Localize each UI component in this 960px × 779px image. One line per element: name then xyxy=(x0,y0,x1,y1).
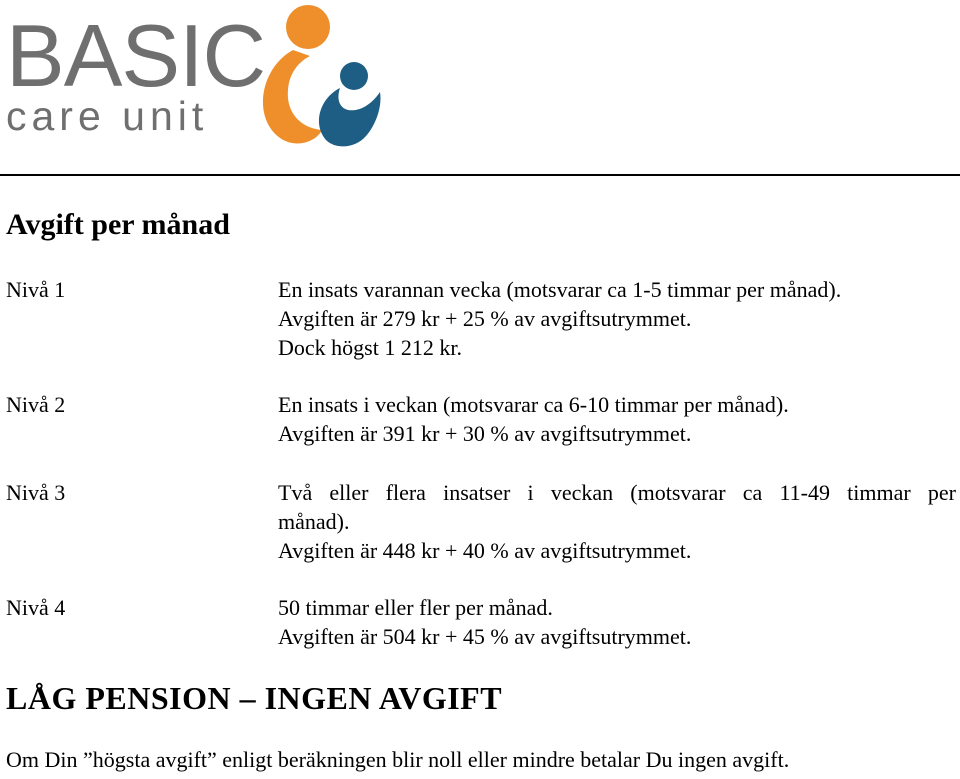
orange-figure-head xyxy=(286,5,330,49)
level-3-label: Nivå 3 xyxy=(6,480,66,505)
page-title: Avgift per månad xyxy=(6,208,230,241)
level-1-line-2: Avgiften är 279 kr + 25 % av avgiftsutrymmet. xyxy=(278,306,692,331)
logo-tagline: care unit xyxy=(6,93,209,139)
level-1-label: Nivå 1 xyxy=(6,277,66,302)
header-divider xyxy=(0,174,960,176)
orange-figure-body xyxy=(263,50,322,143)
care-figures-icon xyxy=(238,0,388,150)
level-3-line-1: Två eller flera insatser i veckan (motsvarar ca 11-49 timmar per xyxy=(278,480,956,505)
level-3-description xyxy=(278,478,956,565)
level-3-line-2: månad). xyxy=(278,509,350,534)
level-1-line-1: En insats varannan vecka (motsvarar ca 1-5 timmar per månad). xyxy=(278,277,842,302)
level-1-line-3: Dock högst 1 212 kr. xyxy=(278,335,462,360)
no-fee-footnote: Om Din ”högsta avgift” enligt beräkningen blir noll eller mindre betalar Du ingen avgift. xyxy=(6,747,790,772)
blue-figure-head xyxy=(340,62,368,90)
basic-care-unit-logo xyxy=(0,0,400,150)
level-2-line-2: Avgiften är 391 kr + 30 % av avgiftsutrymmet. xyxy=(278,421,692,446)
low-pension-heading: LÅG PENSION – INGEN AVGIFT xyxy=(6,680,503,716)
logo-wordmark: BASIC xyxy=(6,6,266,105)
level-2-description xyxy=(278,390,956,448)
blue-figure-body xyxy=(319,88,381,146)
level-1-description xyxy=(278,275,956,362)
level-4-line-2: Avgiften är 504 kr + 45 % av avgiftsutrymmet. xyxy=(278,624,692,649)
level-4-description xyxy=(278,593,956,651)
level-2-label: Nivå 2 xyxy=(6,392,66,417)
level-4-label: Nivå 4 xyxy=(6,595,66,620)
level-4-line-1: 50 timmar eller fler per månad. xyxy=(278,595,553,620)
level-2-line-1: En insats i veckan (motsvarar ca 6-10 timmar per månad). xyxy=(278,392,789,417)
level-3-line-3: Avgiften är 448 kr + 40 % av avgiftsutrymmet. xyxy=(278,538,692,563)
